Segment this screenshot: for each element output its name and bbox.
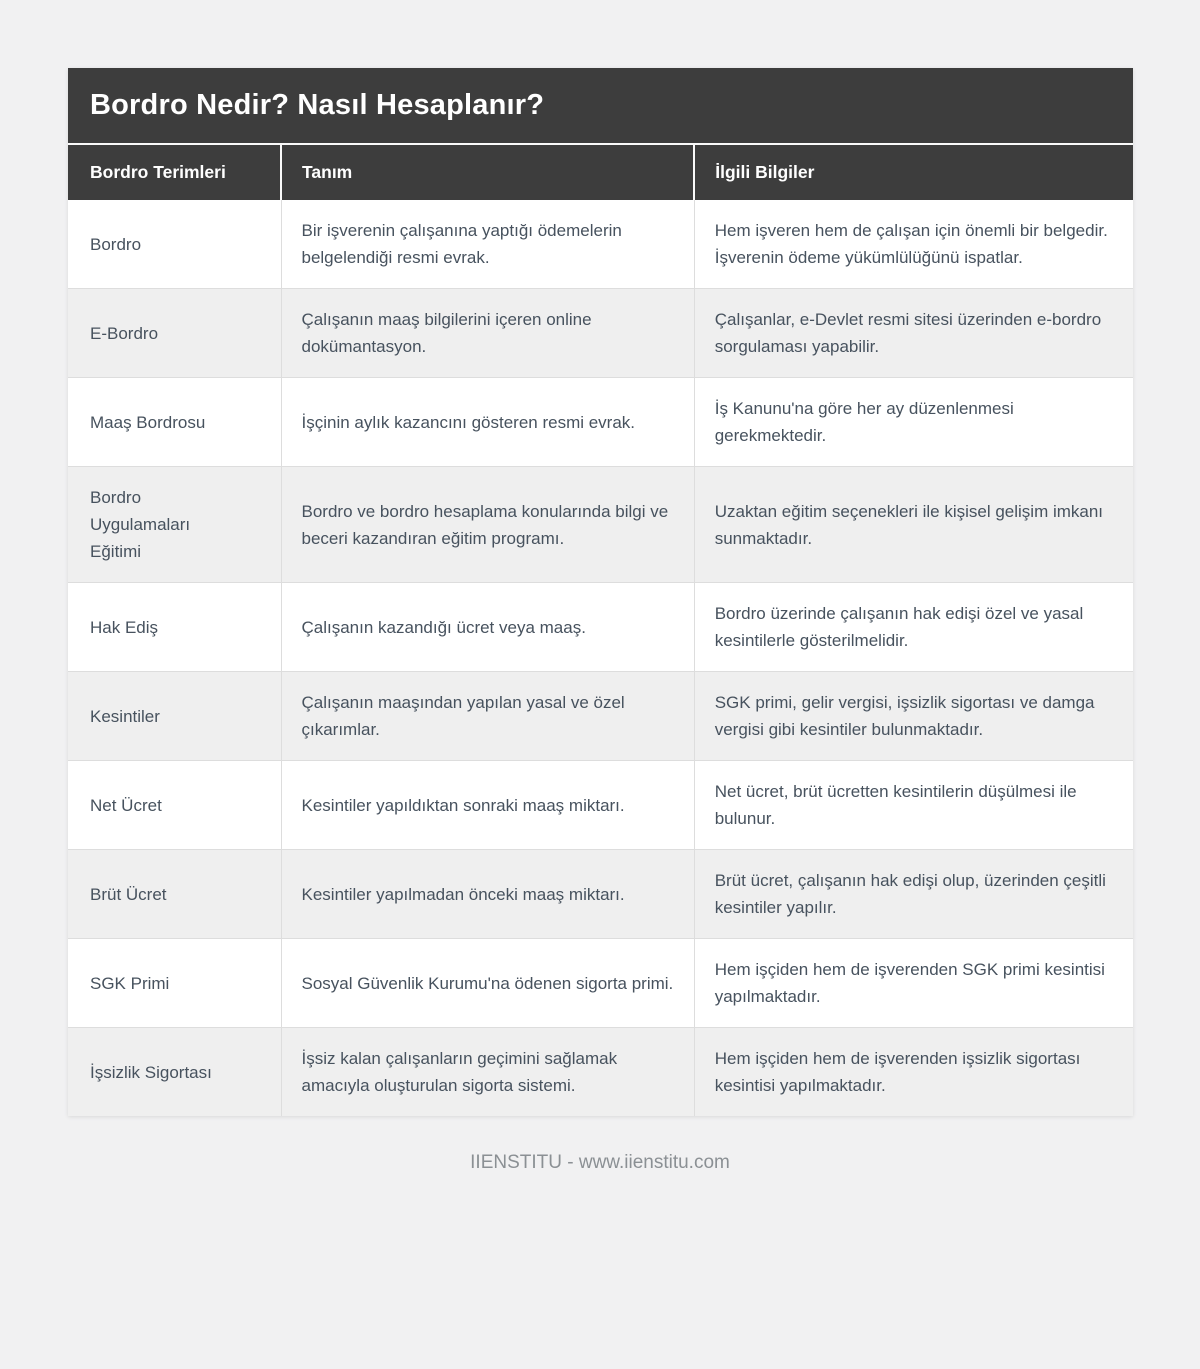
cell-term: Bordro Uygulamaları Eğitimi: [68, 467, 281, 583]
cell-term: Hak Ediş: [68, 583, 281, 672]
column-header-info: İlgili Bilgiler: [694, 145, 1133, 200]
cell-definition: Kesintiler yapılmadan önceki maaş miktarı.: [281, 850, 694, 939]
cell-definition: İşçinin aylık kazancını gösteren resmi evrak.: [281, 378, 694, 467]
cell-term: İşsizlik Sigortası: [68, 1028, 281, 1117]
table-row: [68, 761, 1133, 850]
cell-term: Brüt Ücret: [68, 850, 281, 939]
bordro-table-card: [68, 68, 1133, 1116]
cell-definition: Bordro ve bordro hesaplama konularında bilgi ve beceri kazandıran eğitim programı.: [281, 467, 694, 583]
cell-definition: Çalışanın maaş bilgilerini içeren online dokümantasyon.: [281, 289, 694, 378]
table-row: [68, 850, 1133, 939]
page-title: Bordro Nedir? Nasıl Hesaplanır?: [68, 68, 1133, 145]
bordro-terms-table: [68, 145, 1133, 1116]
table-row: [68, 378, 1133, 467]
table-row: [68, 1028, 1133, 1117]
footer-credit: IIENSTITU - www.iienstitu.com: [470, 1152, 730, 1173]
cell-term: Kesintiler: [68, 672, 281, 761]
cell-info: İş Kanunu'na göre her ay düzenlenmesi gerekmektedir.: [694, 378, 1133, 467]
table-row: [68, 672, 1133, 761]
cell-info: Hem işçiden hem de işverenden işsizlik sigortası kesintisi yapılmaktadır.: [694, 1028, 1133, 1117]
cell-info: Hem işveren hem de çalışan için önemli bir belgedir. İşverenin ödeme yükümlülüğünü ispatlar.: [694, 200, 1133, 289]
cell-term: Net Ücret: [68, 761, 281, 850]
cell-term: Bordro: [68, 200, 281, 289]
table-row: [68, 939, 1133, 1028]
cell-info: Çalışanlar, e-Devlet resmi sitesi üzerinden e-bordro sorgulaması yapabilir.: [694, 289, 1133, 378]
cell-definition: İşsiz kalan çalışanların geçimini sağlamak amacıyla oluşturulan sigorta sistemi.: [281, 1028, 694, 1117]
table-header-row: [68, 145, 1133, 200]
column-header-term: Bordro Terimleri: [68, 145, 281, 200]
table-row: [68, 467, 1133, 583]
cell-definition: Çalışanın kazandığı ücret veya maaş.: [281, 583, 694, 672]
cell-info: Hem işçiden hem de işverenden SGK primi kesintisi yapılmaktadır.: [694, 939, 1133, 1028]
column-header-definition: Tanım: [281, 145, 694, 200]
table-row: [68, 289, 1133, 378]
cell-definition: Kesintiler yapıldıktan sonraki maaş miktarı.: [281, 761, 694, 850]
cell-info: Brüt ücret, çalışanın hak edişi olup, üzerinden çeşitli kesintiler yapılır.: [694, 850, 1133, 939]
cell-info: Bordro üzerinde çalışanın hak edişi özel ve yasal kesintilerle gösterilmelidir.: [694, 583, 1133, 672]
cell-term: Maaş Bordrosu: [68, 378, 281, 467]
cell-term: SGK Primi: [68, 939, 281, 1028]
cell-info: SGK primi, gelir vergisi, işsizlik sigortası ve damga vergisi gibi kesintiler bulunmaktadır.: [694, 672, 1133, 761]
cell-definition: Sosyal Güvenlik Kurumu'na ödenen sigorta primi.: [281, 939, 694, 1028]
table-row: [68, 200, 1133, 289]
cell-info: Uzaktan eğitim seçenekleri ile kişisel gelişim imkanı sunmaktadır.: [694, 467, 1133, 583]
table-row: [68, 583, 1133, 672]
cell-info: Net ücret, brüt ücretten kesintilerin düşülmesi ile bulunur.: [694, 761, 1133, 850]
table-header: [68, 145, 1133, 200]
cell-term: E-Bordro: [68, 289, 281, 378]
table-body: [68, 200, 1133, 1116]
cell-definition: Çalışanın maaşından yapılan yasal ve özel çıkarımlar.: [281, 672, 694, 761]
cell-definition: Bir işverenin çalışanına yaptığı ödemelerin belgelendiği resmi evrak.: [281, 200, 694, 289]
